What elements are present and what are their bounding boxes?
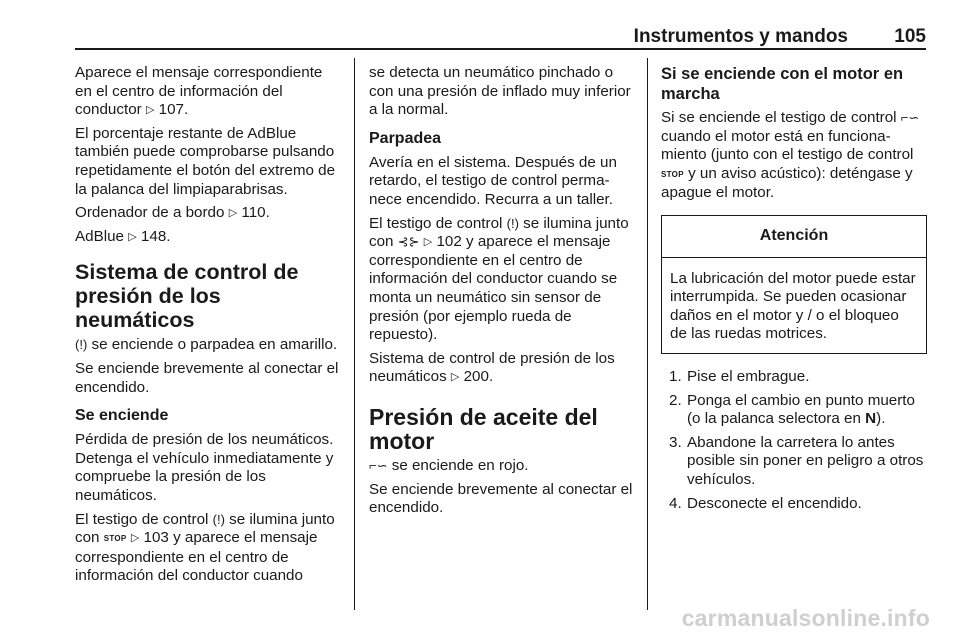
paragraph: Si se enciende el testigo de control ⌐∽ cuando el motor está en funcionamiento (junto con el testigo de control STOP y un aviso acústico): deténgase y apague el motor. [661, 109, 920, 202]
subsection-heading: Parpadea [369, 129, 442, 147]
subsection-heading: Se enciende [75, 407, 169, 425]
page-reference-arrow-icon: ▷ [145, 104, 155, 117]
caution-box [661, 215, 927, 354]
column-1 [75, 64, 343, 591]
page-reference-arrow-icon: ▷ [450, 371, 460, 384]
paragraph: Aparece el mensaje correspondiente en el centro de información del conductor ▷ 107. [75, 64, 323, 119]
caution-text: La lubricación del motor puede estar interrumpida. Se pueden ocasionar daños en el motor y / o el bloqueo de las ruedas motrices. [670, 269, 916, 343]
column-2 [369, 64, 633, 523]
column-divider-1 [354, 58, 355, 610]
paragraph: Pérdida de presión de los neumáticos. Detenga el vehículo inmediatamente y compruebe la presión de los neumáticos. [75, 431, 334, 504]
section-heading: Presión de aceite del motor [369, 403, 598, 454]
paragraph: El testigo de control (!) se ilumina junto con STOP ▷ 103 y aparece el mensaje correspondiente en el centro de información del conductor cuando [75, 510, 335, 585]
steps-list [661, 368, 927, 513]
paragraph: Se enciende brevemente al conectar el encendido. [369, 480, 633, 517]
column-3 [661, 64, 927, 518]
paragraph: Se enciende brevemente al conectar el encendido. [75, 359, 339, 396]
oil-can-icon: ⌐∽ [369, 457, 388, 473]
paragraph: Avería en el sistema. Después de un retardo, el testigo de control permanece encendido. Recurra a un taller. [369, 153, 617, 208]
column-divider-2 [647, 58, 648, 610]
tire-pressure-icon: (!) [506, 215, 519, 231]
page-reference-arrow-icon: ▷ [228, 207, 238, 220]
page-reference-arrow-icon: ▷ [423, 236, 433, 249]
paragraph: El porcentaje restante de AdBlue también puede comprobarse pulsando repetidamente el botón del extremo de la palanca del limpiaparabrisas. [75, 124, 336, 198]
paragraph: AdBlue ▷ 148. [75, 227, 171, 245]
paragraph: Sistema de control de presión de los neumáticos ▷ 200. [369, 349, 615, 386]
car-pressure-icon: ⊰⊱ [397, 234, 420, 250]
tire-pressure-icon: (!) [212, 511, 225, 527]
header-rule [75, 48, 926, 50]
stop-icon: STOP [661, 169, 684, 179]
list-item: 4. Desconecte el encendido. [669, 494, 862, 512]
paragraph: se detecta un neumático pinchado o con una presión de inflado muy inferior a la normal. [369, 64, 631, 119]
paragraph: ⌐∽ se enciende en rojo. [369, 456, 529, 474]
paragraph: Ordenador de a bordo ▷ 110. [75, 204, 270, 222]
subsection-heading: Si se enciende con el motor en marcha [661, 65, 904, 103]
page-reference-arrow-icon: ▷ [130, 532, 140, 545]
page-number: 105 [894, 26, 926, 47]
page-reference-arrow-icon: ▷ [128, 230, 137, 243]
list-item: 2. Ponga el cambio en punto muerto (o la palanca selectora en N). [669, 391, 915, 428]
stop-icon: STOP [103, 534, 127, 544]
list-item: 3. Abandone la carretera lo antes posible sin poner en peligro a otros vehículos. [669, 433, 924, 488]
paragraph: El testigo de control (!) se ilumina junto con ⊰⊱ ▷ 102 y aparece el mensaje correspondiente en el centro de información del conductor cuando se monta un neumático sin sensor de presión (por ejemplo rueda de repuesto). [369, 214, 629, 344]
caution-title: Atención [662, 216, 926, 258]
header-title: Instrumentos y mandos [633, 26, 848, 47]
section-heading: Sistema de control de presión de los neumáticos [75, 260, 299, 333]
list-item: 1. Pise el embrague. [669, 367, 810, 385]
page-header [75, 26, 926, 48]
oil-can-icon: ⌐∽ [900, 110, 920, 125]
watermark: carmanualsonline.info [681, 605, 930, 631]
tire-pressure-icon: (!) [75, 337, 88, 353]
paragraph: (!) se enciende o parpadea en amarillo. [75, 336, 338, 354]
